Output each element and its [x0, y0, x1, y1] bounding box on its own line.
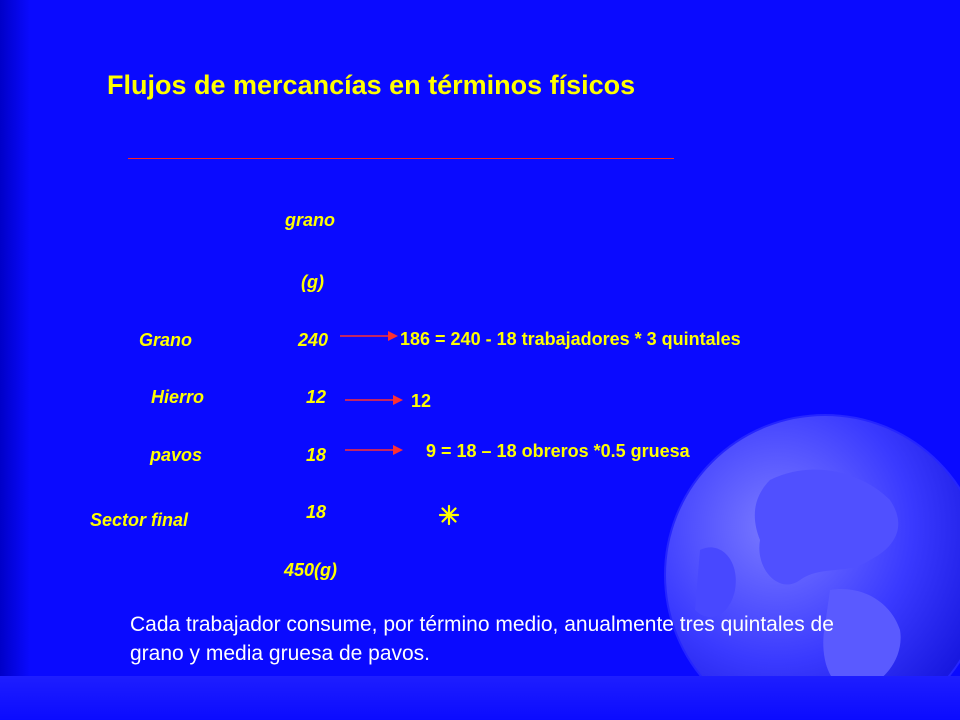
column-total: 450(g)	[284, 560, 338, 580]
column-header: grano	[285, 210, 336, 230]
bottom-band	[0, 676, 960, 720]
row-value-hierro: 12	[306, 387, 327, 407]
row-value-pavos: 18	[306, 445, 327, 465]
row-label-grano: Grano	[139, 330, 193, 350]
slide-title: Flujos de mercancías en términos físicos	[107, 70, 636, 100]
row-result-grano: 186 = 240 - 18 trabajadores * 3 quintales	[400, 329, 741, 349]
footnote-text: Cada trabajador consume, por término medio, anualmente tres quintales de grano y media gruesa de pavos.	[130, 613, 834, 665]
row-label-sector-final: Sector final	[90, 510, 189, 530]
row-value-sector-final: 18	[306, 502, 327, 522]
row-value-grano: 240	[298, 330, 329, 350]
arrow-grano	[340, 329, 398, 343]
left-shade	[0, 0, 30, 720]
asterisk-icon	[438, 504, 460, 526]
title-underline	[128, 158, 674, 159]
row-label-hierro: Hierro	[151, 387, 205, 407]
arrow-pavos	[345, 443, 403, 457]
row-result-hierro: 12	[411, 391, 432, 411]
row-result-pavos: 9 = 18 – 18 obreros *0.5 gruesa	[426, 441, 690, 461]
globe-graphic	[660, 400, 960, 720]
row-label-pavos: pavos	[150, 445, 203, 465]
arrow-hierro	[345, 393, 403, 407]
column-unit: (g)	[301, 272, 324, 292]
